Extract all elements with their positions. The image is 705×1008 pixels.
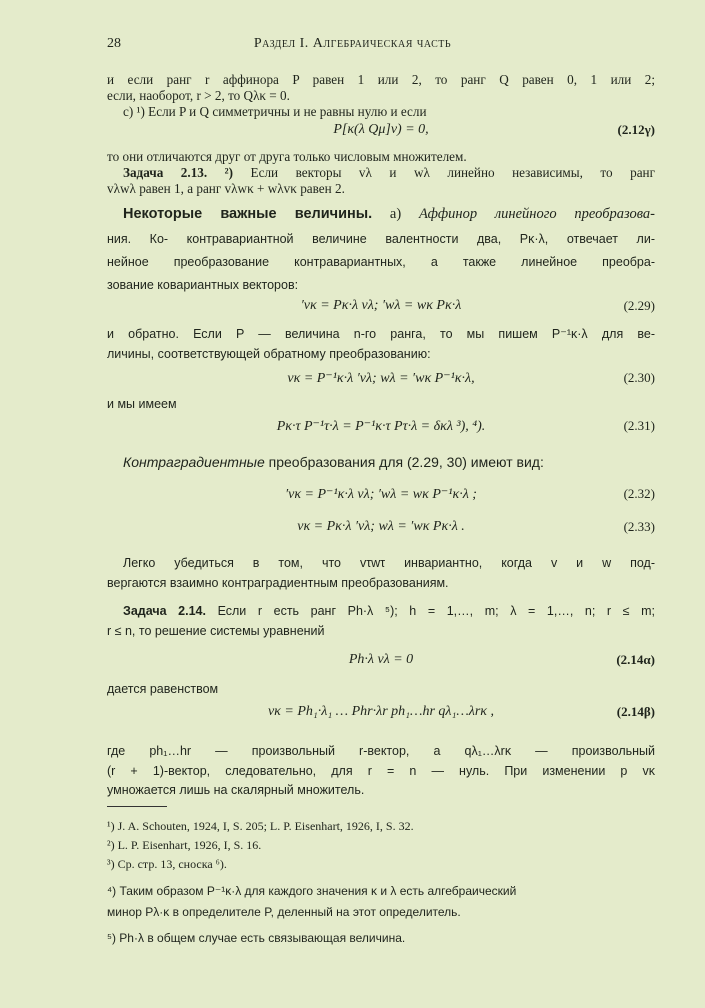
equation-number: (2.12γ) [617,122,655,137]
term: Контраградиентные [123,454,265,470]
equation-2-31 [107,418,655,438]
item-title: Аффинор линейного преобразова- [418,206,655,222]
footnote-4: ⁴) Таким образом P⁻¹κ·λ для каждого значения κ и λ есть алгебраический [107,884,517,898]
formula: ′vκ = P⁻¹κ·λ vλ; ′wλ = wκ P⁻¹κ·λ ; [285,487,477,502]
footnote-1: ¹) J. A. Schouten, 1924, I, S. 205; L. P. Eisenhart, 1926, I, S. 32. [107,819,414,833]
text-line: c) ¹) Если P и Q симметричны и не равны нулю и если [123,104,427,119]
formula: vκ = Pκ·λ ′vλ; wλ = ′wκ Pκ·λ . [297,519,465,534]
formula: vκ = P⁻¹κ·λ ′vλ; wλ = ′wκ P⁻¹κ·λ, [287,371,475,386]
task-2-14 [123,603,655,619]
text-line: где ph₁…hr — произвольный r-вектор, а qλ₁…λrκ — произвольный [107,744,655,758]
equation-2-30 [107,370,655,390]
equation-2-29 [107,298,655,318]
footnote-divider [107,806,167,807]
text-line: если, наоборот, r > 2, то Qλκ = 0. [107,88,290,103]
formula: Ph·λ vλ = 0 [348,652,414,667]
equation-2-14a [107,652,655,672]
formula: ′vκ = Pκ·λ vλ; ′wλ = wκ Pκ·λ [300,298,462,313]
text: преобразования для (2.29, 30) имеют вид: [268,454,544,470]
footnote-3: ³) Ср. стр. 13, сноска ⁶). [107,857,227,871]
text-line: вергаются взаимно контраградиентным преобразованиям. [107,576,449,590]
text-line: и обратно. Если P — величина n-го ранга, то мы пишем P⁻¹κ·λ для ве- [107,327,655,341]
page-number: 28 [107,36,121,51]
equation-number: (2.14β) [616,704,655,719]
equation-number: (2.30) [623,370,655,385]
section-heading: Некоторые важные величины. [123,206,373,222]
equation-number: (2.32) [623,486,655,501]
task-text: Если r есть ранг Ph·λ ⁵); h = 1,…, m; λ = 1,…, n; r ≤ m; [217,604,656,618]
text-line: умножается лишь на скалярный множитель. [107,783,365,797]
text-line: зование ковариантных векторов: [107,278,299,292]
section-heading-line [123,206,655,222]
formula: P[κ(λ Qμ]ν) = 0, [333,122,429,137]
text-line: Легко убедиться в том, что vτwτ инвариантно, когда v и w под- [123,556,655,570]
text-line: и если ранг r аффинора P равен 1 или 2, то ранг Q равен 0, 1 или 2; [107,72,655,87]
task-2-13 [123,165,655,181]
formula: Pκ·τ P⁻¹τ·λ = P⁻¹κ·τ Pτ·λ = δκλ ³), ⁴). [276,419,486,434]
equation-number: (2.29) [623,298,655,313]
task-label: Задача 2.14. [123,604,206,618]
text-line: и мы имеем [107,397,177,411]
equation-2-14b [107,704,655,724]
text-line: (r + 1)-вектор, следовательно, для r = n — нуль. При изменении p vκ [107,764,655,778]
equation-number: (2.14α) [616,652,655,667]
text-line: нейное преобразование контравариантных, а также линейное преобра- [107,255,655,269]
equation-2-32 [107,486,655,506]
text-line: личины, соответствующей обратному преобразованию: [107,347,431,361]
text-line: r ≤ n, то решение системы уравнений [107,624,325,638]
footnote-4-cont: минор Pλ·κ в определителе P, деленный на этот определитель. [107,905,461,919]
footnote-5: ⁵) Ph·λ в общем случае есть связывающая величина. [107,931,406,945]
item-label: а) [389,206,402,222]
task-text: Если векторы vλ и wλ линейно независимы, то ранг [250,165,656,180]
footnote-2: ²) L. P. Eisenhart, 1926, I, S. 16. [107,838,262,852]
formula: vκ = Ph₁·λ₁ … Phr·λr ph₁…hr qλ₁…λrκ , [267,704,495,719]
running-title: Раздел I. Алгебраическая часть [253,36,452,51]
text-line: то они отличаются друг от друга только числовым множителем. [107,149,467,164]
equation-number: (2.31) [623,418,655,433]
task-label: Задача 2.13. ²) [123,165,234,180]
text-line [123,454,655,470]
equation-number: (2.33) [623,519,655,534]
equation-2-12g [107,122,655,142]
text-line: vλwλ равен 1, а ранг vλwκ + wλvκ равен 2. [107,181,345,196]
text-line: ния. Ко- контравариантной величине валентности два, Pκ·λ, отвечает ли- [107,232,655,246]
text-line: дается равенством [107,682,219,696]
equation-2-33 [107,519,655,539]
